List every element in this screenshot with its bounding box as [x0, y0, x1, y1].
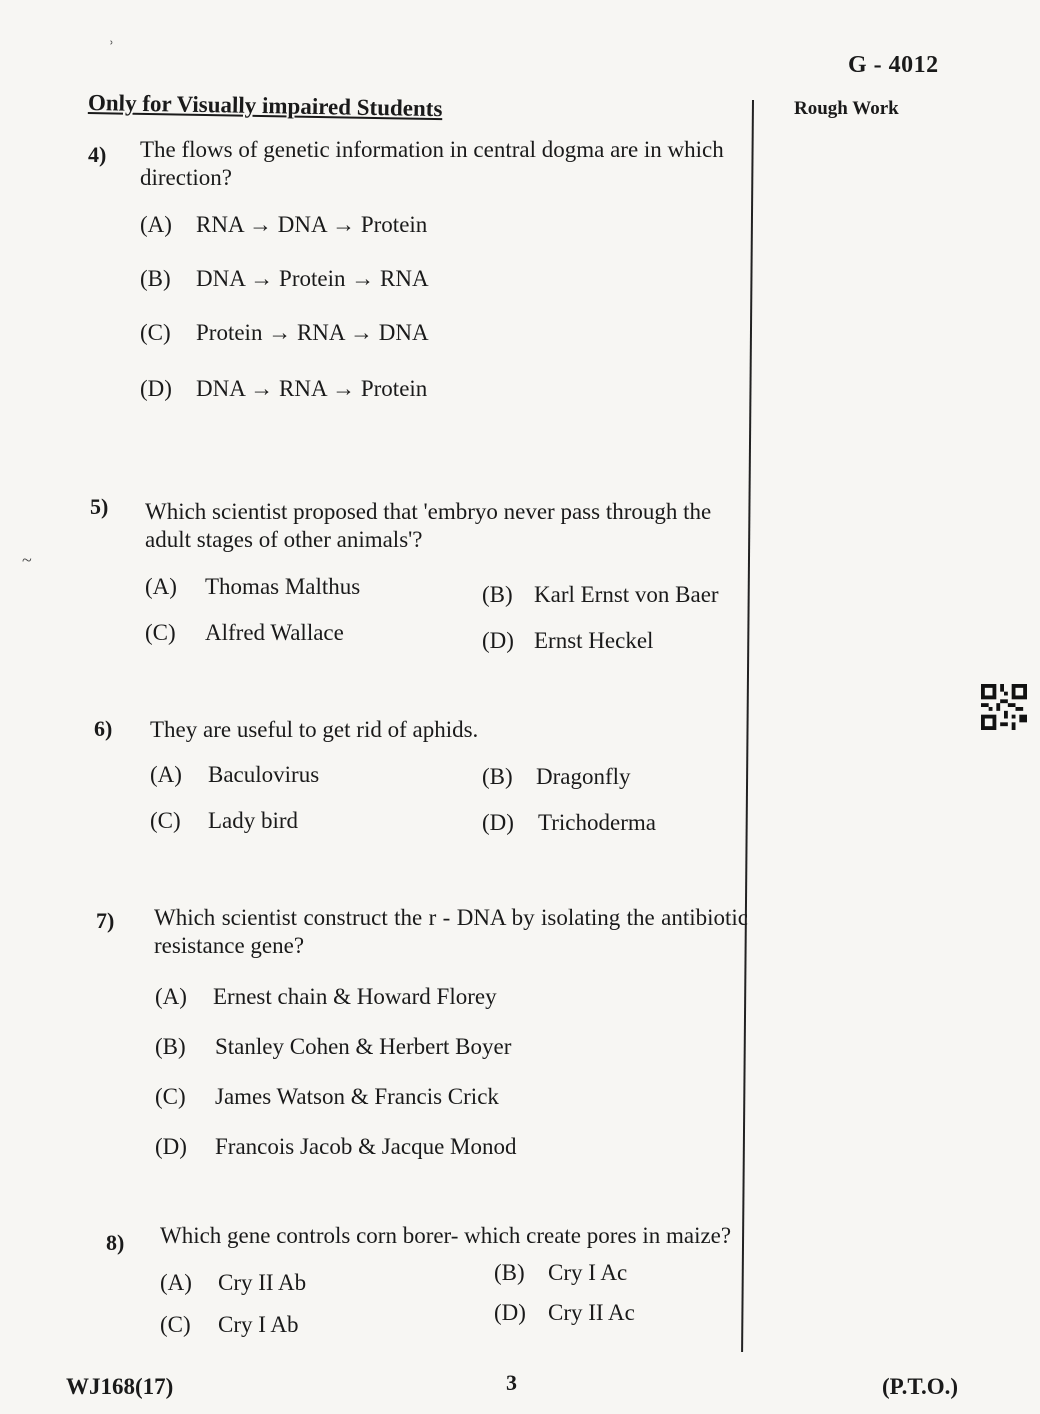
scan-mark: ʾ: [108, 38, 115, 60]
option-text: Trichoderma: [538, 810, 656, 835]
question-number: 7): [96, 908, 115, 933]
option-text: Alfred Wallace: [205, 620, 344, 645]
paper-id: WJ168(17): [66, 1374, 174, 1399]
question-text: They are useful to get rid of aphids.: [150, 717, 479, 742]
option-text: Dragonfly: [536, 764, 631, 789]
option-text: Baculovirus: [208, 762, 320, 787]
option-label: (D): [482, 810, 514, 835]
option-b: [494, 1260, 627, 1286]
option-d: [494, 1300, 635, 1326]
option-label: (B): [140, 266, 171, 291]
option-label: (C): [160, 1312, 191, 1337]
qr-code-icon: [980, 684, 1028, 730]
option-d: [482, 628, 653, 654]
option-label: (C): [145, 620, 176, 645]
option-label: (C): [140, 320, 171, 345]
option-text: Thomas Malthus: [205, 574, 361, 599]
question-number: 8): [106, 1230, 125, 1255]
option-label: (A): [140, 212, 172, 237]
question-number: 4): [88, 142, 107, 167]
option-text: Ernst Heckel: [534, 628, 654, 653]
option-label: (B): [155, 1034, 186, 1059]
option-label: (A): [150, 762, 182, 787]
option-label: (D): [482, 628, 514, 653]
option-label: (D): [494, 1300, 526, 1325]
rough-work-label: Rough Work: [794, 98, 899, 119]
option-text: Karl Ernst von Baer: [534, 582, 719, 607]
option-d: [140, 376, 427, 402]
option-text: Cry II Ac: [548, 1300, 635, 1325]
question-number: 5): [90, 494, 109, 519]
option-text: Cry II Ab: [218, 1270, 307, 1295]
option-b: [482, 582, 719, 608]
option-label: (C): [150, 808, 181, 833]
option-label: (A): [145, 574, 177, 599]
option-a: [140, 212, 427, 238]
option-a: [155, 984, 497, 1010]
option-label: (B): [482, 582, 513, 607]
option-label: (A): [160, 1270, 192, 1295]
question-text: Which scientist construct the r - DNA by isolating the antibiotic resistance gene?: [154, 905, 748, 958]
option-label: (A): [155, 984, 187, 1009]
rough-work-divider: [741, 100, 754, 1352]
option-text: James Watson & Francis Crick: [215, 1084, 499, 1109]
question-text: Which gene controls corn borer- which create pores in maize?: [160, 1223, 732, 1248]
option-c: [145, 620, 344, 646]
option-c: [155, 1084, 499, 1110]
option-text: RNA → DNA → Protein: [196, 212, 428, 237]
option-label: (D): [155, 1134, 187, 1159]
option-a: [145, 574, 360, 600]
option-b: [155, 1034, 511, 1060]
option-text: DNA → Protein → RNA: [196, 266, 429, 291]
option-b: [482, 764, 631, 790]
paper-code: G - 4012: [848, 52, 939, 78]
option-label: (C): [155, 1084, 186, 1109]
question-text: The flows of genetic information in central dogma are in which direction?: [140, 137, 724, 190]
question-text: Which scientist proposed that 'embryo never pass through the adult stages of other animals'?: [145, 499, 712, 552]
option-text: DNA → RNA → Protein: [196, 376, 428, 401]
scan-mark: ~: [22, 550, 32, 570]
pto-label: (P.T.O.): [882, 1374, 959, 1399]
option-d: [155, 1134, 517, 1160]
option-text: Protein → RNA → DNA: [196, 320, 429, 345]
option-text: Ernest chain & Howard Florey: [213, 984, 497, 1009]
option-c: [140, 320, 429, 346]
section-title: Only for Visually impaired Students: [87, 90, 443, 122]
option-b: [140, 266, 429, 292]
option-text: Francois Jacob & Jacque Monod: [215, 1134, 517, 1159]
option-label: (B): [494, 1260, 525, 1285]
option-c: [160, 1312, 299, 1338]
option-d: [482, 810, 656, 836]
option-a: [160, 1270, 306, 1296]
option-label: (D): [140, 376, 172, 401]
option-text: Cry I Ab: [218, 1312, 299, 1337]
option-text: Stanley Cohen & Herbert Boyer: [215, 1034, 512, 1059]
page-number: 3: [506, 1370, 517, 1395]
option-text: Lady bird: [208, 808, 299, 833]
option-text: Cry I Ac: [548, 1260, 628, 1285]
option-c: [150, 808, 298, 834]
option-a: [150, 762, 319, 788]
option-label: (B): [482, 764, 513, 789]
question-number: 6): [94, 716, 113, 741]
